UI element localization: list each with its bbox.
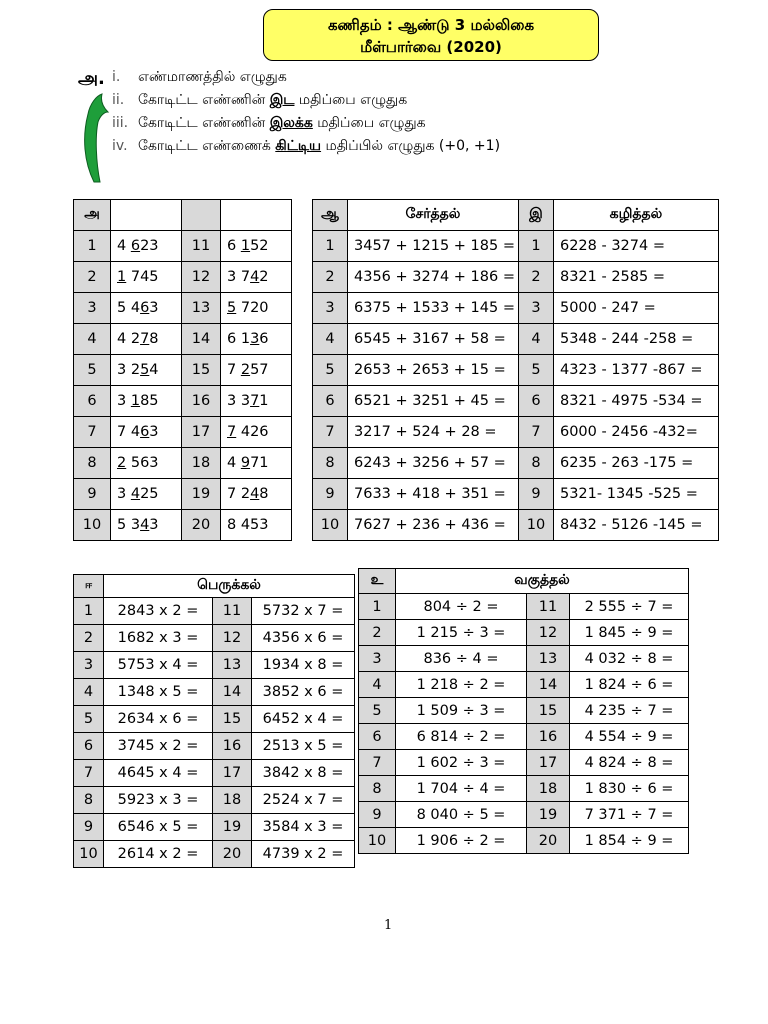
problem-cell: 1 845 ÷ 9 = [570, 620, 689, 646]
underlined-digit: 4 [250, 486, 260, 502]
instruction-text: மதிப்பை எழுதுக [312, 115, 426, 131]
number-cell [221, 386, 292, 417]
addition-header: சேர்த்தல் [348, 200, 519, 231]
table-row [313, 510, 719, 541]
row-number: 20 [182, 510, 221, 541]
problem-cell: 4 032 ÷ 8 = [570, 646, 689, 672]
problem-cell: 3852 x 6 = [252, 679, 355, 706]
number-cell [221, 510, 292, 541]
row-number: 12 [527, 620, 570, 646]
table-row [313, 293, 719, 324]
number-suffix: 720 [236, 300, 269, 316]
table-row [74, 293, 292, 324]
row-number: 4 [74, 679, 104, 706]
table-row [359, 698, 689, 724]
section-marker: அ. [78, 68, 105, 89]
table-row [74, 510, 292, 541]
table-row [74, 479, 292, 510]
table-row [74, 625, 355, 652]
row-number: 10 [359, 828, 396, 854]
problem-cell: 5753 x 4 = [104, 652, 213, 679]
row-number: 7 [359, 750, 396, 776]
worksheet-title [263, 9, 599, 61]
row-number: 7 [74, 417, 111, 448]
row-number: 10 [74, 841, 104, 868]
problem-cell: 8 040 ÷ 5 = [396, 802, 527, 828]
add-subtract-table [312, 199, 719, 541]
problem-cell: 3457 + 1215 + 185 = [348, 231, 519, 262]
underlined-digit: 5 [140, 362, 150, 378]
row-number: 6 [359, 724, 396, 750]
number-suffix: 2 [259, 269, 269, 285]
problem-cell: 8321 - 2585 = [553, 262, 718, 293]
title-line-1: கணிதம் : ஆண்டு 3 மல்லிகை [327, 16, 535, 34]
instruction-keyword: கிட்டிய [275, 138, 322, 154]
row-number: 9 [74, 814, 104, 841]
row-number: 6 [518, 386, 553, 417]
underlined-digit: 3 [250, 331, 260, 347]
table-row [313, 262, 719, 293]
table-row [74, 733, 355, 760]
problem-cell: 1 704 ÷ 4 = [396, 776, 527, 802]
problem-cell: 5321- 1345 -525 = [553, 479, 718, 510]
row-number: 13 [527, 646, 570, 672]
number-suffix: 23 [140, 238, 159, 254]
row-number: 16 [527, 724, 570, 750]
number-suffix: 8 [259, 486, 269, 502]
problem-cell: 5923 x 3 = [104, 787, 213, 814]
number-cell [111, 324, 182, 355]
number-suffix: 4 [149, 362, 159, 378]
table-row [359, 672, 689, 698]
row-number: 10 [74, 510, 111, 541]
table-row [74, 355, 292, 386]
row-number: 8 [313, 448, 348, 479]
table-row [313, 386, 719, 417]
table-row [359, 594, 689, 620]
number-cell [221, 231, 292, 262]
problem-cell: 5348 - 244 -258 = [553, 324, 718, 355]
problem-cell: 6 814 ÷ 2 = [396, 724, 527, 750]
number-cell [111, 510, 182, 541]
row-number: 15 [213, 706, 252, 733]
table-row [313, 448, 719, 479]
number-prefix: 4 [117, 238, 131, 254]
number-prefix: 6 1 [227, 331, 251, 347]
problem-cell: 1 509 ÷ 3 = [396, 698, 527, 724]
row-number: 5 [74, 706, 104, 733]
table-row [359, 750, 689, 776]
number-suffix: 1 [259, 393, 269, 409]
number-suffix: 85 [140, 393, 159, 409]
underlined-digit: 5 [227, 300, 237, 316]
row-number: 4 [359, 672, 396, 698]
row-number: 3 [518, 293, 553, 324]
problem-cell: 2 555 ÷ 7 = [570, 594, 689, 620]
problem-cell: 4 554 ÷ 9 = [570, 724, 689, 750]
problem-cell: 4323 - 1377 -867 = [553, 355, 718, 386]
row-number: 4 [313, 324, 348, 355]
underlined-digit: 4 [130, 486, 141, 502]
problem-cell: 2524 x 7 = [252, 787, 355, 814]
underlined-digit: 7 [250, 393, 260, 409]
problem-cell: 3584 x 3 = [252, 814, 355, 841]
number-suffix: 3 [149, 517, 159, 533]
row-number: 14 [527, 672, 570, 698]
number-prefix: 6 [227, 238, 241, 254]
number-cell [111, 231, 182, 262]
number-prefix: 7 4 [117, 424, 141, 440]
number-cell [221, 355, 292, 386]
number-cell [111, 417, 182, 448]
subtraction-header: கழித்தல் [553, 200, 718, 231]
row-number: 8 [74, 448, 111, 479]
number-suffix: 6 [259, 331, 269, 347]
underlined-digit: 1 [130, 393, 141, 409]
table-row [359, 646, 689, 672]
row-number: 19 [213, 814, 252, 841]
row-number: 19 [182, 479, 221, 510]
place-value-table [73, 199, 292, 541]
row-number: 11 [213, 598, 252, 625]
number-cell [111, 293, 182, 324]
subtraction-marker: இ [518, 200, 553, 231]
row-number: 13 [182, 293, 221, 324]
problem-cell: 1 906 ÷ 2 = [396, 828, 527, 854]
problem-cell: 6545 + 3167 + 58 = [348, 324, 519, 355]
row-number: 9 [359, 802, 396, 828]
row-number: 5 [74, 355, 111, 386]
number-cell [111, 355, 182, 386]
underlined-digit: 2 [117, 455, 127, 471]
number-suffix: 8 [149, 331, 159, 347]
number-cell [111, 448, 182, 479]
row-number: 17 [527, 750, 570, 776]
table-row [74, 760, 355, 787]
number-suffix: 57 [250, 362, 269, 378]
row-number: 3 [313, 293, 348, 324]
problem-cell: 1 830 ÷ 6 = [570, 776, 689, 802]
instruction-text: மதிப்பை எழுதுக [294, 92, 408, 108]
row-number: 12 [182, 262, 221, 293]
number-cell [111, 479, 182, 510]
number-cell [221, 417, 292, 448]
row-number: 17 [213, 760, 252, 787]
row-number: 3 [74, 293, 111, 324]
table-row [359, 828, 689, 854]
table-row [74, 231, 292, 262]
problem-cell: 7633 + 418 + 351 = [348, 479, 519, 510]
table-row [74, 679, 355, 706]
number-suffix: 25 [140, 486, 159, 502]
row-number: 5 [313, 355, 348, 386]
place-value-header: அ [74, 200, 111, 231]
underlined-digit: 6 [140, 424, 150, 440]
problem-cell: 6243 + 3256 + 57 = [348, 448, 519, 479]
table-row [74, 598, 355, 625]
number-suffix: 745 [126, 269, 159, 285]
row-number: 9 [518, 479, 553, 510]
number-suffix: 3 [149, 424, 159, 440]
instruction-keyword: இலக்க [269, 115, 313, 131]
problem-cell: 2653 + 2653 + 15 = [348, 355, 519, 386]
table-row [313, 417, 719, 448]
row-number: 5 [518, 355, 553, 386]
row-number: 20 [527, 828, 570, 854]
row-number: 4 [518, 324, 553, 355]
underlined-digit: 7 [140, 331, 150, 347]
row-number: 11 [182, 231, 221, 262]
number-prefix: 3 2 [117, 362, 141, 378]
table-row [74, 386, 292, 417]
header-blank [111, 200, 182, 231]
row-number: 15 [182, 355, 221, 386]
header-blank [182, 200, 221, 231]
problem-cell: 4 824 ÷ 8 = [570, 750, 689, 776]
number-cell [221, 293, 292, 324]
number-prefix: 5 3 [117, 517, 141, 533]
table-row [74, 448, 292, 479]
problem-cell: 4645 x 4 = [104, 760, 213, 787]
row-number: 10 [313, 510, 348, 541]
row-number: 13 [213, 652, 252, 679]
problem-cell: 1 602 ÷ 3 = [396, 750, 527, 776]
problem-cell: 1934 x 8 = [252, 652, 355, 679]
underlined-digit: 2 [240, 362, 251, 378]
row-number: 8 [359, 776, 396, 802]
number-suffix: 52 [250, 238, 269, 254]
row-number: 2 [359, 620, 396, 646]
table-row [359, 620, 689, 646]
problem-cell: 836 ÷ 4 = [396, 646, 527, 672]
instruction-text: எண்மாணத்தில் எழுதுக [138, 69, 287, 85]
problem-cell: 2843 x 2 = [104, 598, 213, 625]
number-prefix: 5 4 [117, 300, 141, 316]
problem-cell: 4 235 ÷ 7 = [570, 698, 689, 724]
row-number: 2 [518, 262, 553, 293]
problem-cell: 1348 x 5 = [104, 679, 213, 706]
underlined-digit: 6 [140, 300, 150, 316]
underlined-digit: 9 [240, 455, 251, 471]
instruction-number: i. [112, 69, 121, 85]
underlined-digit: 6 [130, 238, 141, 254]
number-prefix: 7 2 [227, 486, 251, 502]
instruction-item [112, 66, 592, 89]
table-row [74, 814, 355, 841]
row-number: 10 [518, 510, 553, 541]
instruction-text: கோடிட்ட எண்ணைக் [138, 138, 276, 154]
problem-cell: 7 371 ÷ 7 = [570, 802, 689, 828]
underlined-digit: 7 [227, 424, 237, 440]
problem-cell: 7627 + 236 + 436 = [348, 510, 519, 541]
underlined-digit: 1 [117, 269, 127, 285]
instruction-text: மதிப்பில் எழுதுக (+0, +1) [321, 138, 501, 154]
table-row [313, 324, 719, 355]
instruction-number: ii. [112, 92, 125, 108]
problem-cell: 2634 x 6 = [104, 706, 213, 733]
number-cell [221, 479, 292, 510]
row-number: 5 [359, 698, 396, 724]
number-prefix: 7 [227, 362, 241, 378]
title-line-2: மீள்பார்வை (2020) [360, 38, 502, 56]
row-number: 7 [313, 417, 348, 448]
underlined-digit: 1 [240, 238, 251, 254]
table-row [74, 262, 292, 293]
table-row [313, 479, 719, 510]
table-row [313, 231, 719, 262]
problem-cell: 6521 + 3251 + 45 = [348, 386, 519, 417]
problem-cell: 1 854 ÷ 9 = [570, 828, 689, 854]
row-number: 9 [313, 479, 348, 510]
page-number: 1 [384, 918, 393, 933]
underlined-digit: 4 [140, 517, 150, 533]
table-row [359, 802, 689, 828]
table-row [313, 355, 719, 386]
row-number: 18 [213, 787, 252, 814]
table-row [74, 652, 355, 679]
row-number: 17 [182, 417, 221, 448]
number-cell [111, 262, 182, 293]
number-prefix: 3 7 [227, 269, 251, 285]
row-number: 2 [74, 262, 111, 293]
multiplication-marker: ஈ [74, 575, 104, 598]
row-number: 8 [74, 787, 104, 814]
instruction-item [112, 112, 592, 135]
row-number: 1 [313, 231, 348, 262]
problem-cell: 4739 x 2 = [252, 841, 355, 868]
number-prefix: 3 3 [227, 393, 251, 409]
problem-cell: 1682 x 3 = [104, 625, 213, 652]
table-row [359, 724, 689, 750]
underlined-digit: 4 [250, 269, 260, 285]
row-number: 2 [313, 262, 348, 293]
row-number: 3 [74, 652, 104, 679]
row-number: 6 [74, 386, 111, 417]
problem-cell: 6546 x 5 = [104, 814, 213, 841]
problem-cell: 6228 - 3274 = [553, 231, 718, 262]
problem-cell: 1 218 ÷ 2 = [396, 672, 527, 698]
bracket-leaf-icon [78, 92, 110, 184]
table-row [74, 324, 292, 355]
number-suffix: 3 [149, 300, 159, 316]
problem-cell: 1 824 ÷ 6 = [570, 672, 689, 698]
row-number: 6 [313, 386, 348, 417]
row-number: 16 [182, 386, 221, 417]
problem-cell: 3842 x 8 = [252, 760, 355, 787]
row-number: 18 [182, 448, 221, 479]
row-number: 6 [74, 733, 104, 760]
row-number: 11 [527, 594, 570, 620]
number-cell [111, 386, 182, 417]
problem-cell: 5732 x 7 = [252, 598, 355, 625]
instruction-item [112, 89, 592, 112]
division-header: வகுத்தல் [396, 569, 689, 594]
problem-cell: 2513 x 5 = [252, 733, 355, 760]
row-number: 1 [74, 231, 111, 262]
problem-cell: 8432 - 5126 -145 = [553, 510, 718, 541]
problem-cell: 6452 x 4 = [252, 706, 355, 733]
row-number: 20 [213, 841, 252, 868]
row-number: 18 [527, 776, 570, 802]
instruction-number: iv. [112, 138, 128, 154]
row-number: 19 [527, 802, 570, 828]
division-table [358, 568, 689, 854]
problem-cell: 3217 + 524 + 28 = [348, 417, 519, 448]
problem-cell: 6235 - 263 -175 = [553, 448, 718, 479]
number-suffix: 563 [126, 455, 159, 471]
number-prefix: 3 [117, 486, 131, 502]
row-number: 7 [518, 417, 553, 448]
number-prefix: 4 2 [117, 331, 141, 347]
row-number: 4 [74, 324, 111, 355]
row-number: 7 [74, 760, 104, 787]
header-blank [221, 200, 292, 231]
number-suffix: 426 [236, 424, 269, 440]
problem-cell: 2614 x 2 = [104, 841, 213, 868]
row-number: 16 [213, 733, 252, 760]
table-row [74, 706, 355, 733]
multiplication-header: பெருக்கல் [104, 575, 355, 598]
number-prefix: 3 [117, 393, 131, 409]
problem-cell: 4356 x 6 = [252, 625, 355, 652]
instruction-text: கோடிட்ட எண்ணின் [138, 115, 270, 131]
table-row [359, 776, 689, 802]
addition-marker: ஆ [313, 200, 348, 231]
division-marker: உ [359, 569, 396, 594]
problem-cell: 3745 x 2 = [104, 733, 213, 760]
multiplication-table [73, 574, 355, 868]
row-number: 12 [213, 625, 252, 652]
problem-cell: 6000 - 2456 -432= [553, 417, 718, 448]
instruction-number: iii. [112, 115, 129, 131]
row-number: 1 [74, 598, 104, 625]
table-row [74, 417, 292, 448]
problem-cell: 8321 - 4975 -534 = [553, 386, 718, 417]
row-number: 14 [213, 679, 252, 706]
row-number: 1 [518, 231, 553, 262]
problem-cell: 6375 + 1533 + 145 = [348, 293, 519, 324]
number-cell [221, 324, 292, 355]
number-cell [221, 262, 292, 293]
number-suffix: 71 [250, 455, 269, 471]
number-cell [221, 448, 292, 479]
number-prefix: 8 453 [227, 517, 269, 533]
row-number: 8 [518, 448, 553, 479]
table-row [74, 787, 355, 814]
number-prefix: 4 [227, 455, 241, 471]
instruction-item [112, 135, 592, 158]
problem-cell: 5000 - 247 = [553, 293, 718, 324]
problem-cell: 1 215 ÷ 3 = [396, 620, 527, 646]
instruction-text: கோடிட்ட எண்ணின் [138, 92, 270, 108]
row-number: 2 [74, 625, 104, 652]
row-number: 9 [74, 479, 111, 510]
row-number: 3 [359, 646, 396, 672]
problem-cell: 4356 + 3274 + 186 = [348, 262, 519, 293]
row-number: 1 [359, 594, 396, 620]
row-number: 14 [182, 324, 221, 355]
instruction-keyword: இட [269, 92, 295, 108]
instruction-list [112, 66, 592, 158]
table-row [74, 841, 355, 868]
row-number: 15 [527, 698, 570, 724]
problem-cell: 804 ÷ 2 = [396, 594, 527, 620]
